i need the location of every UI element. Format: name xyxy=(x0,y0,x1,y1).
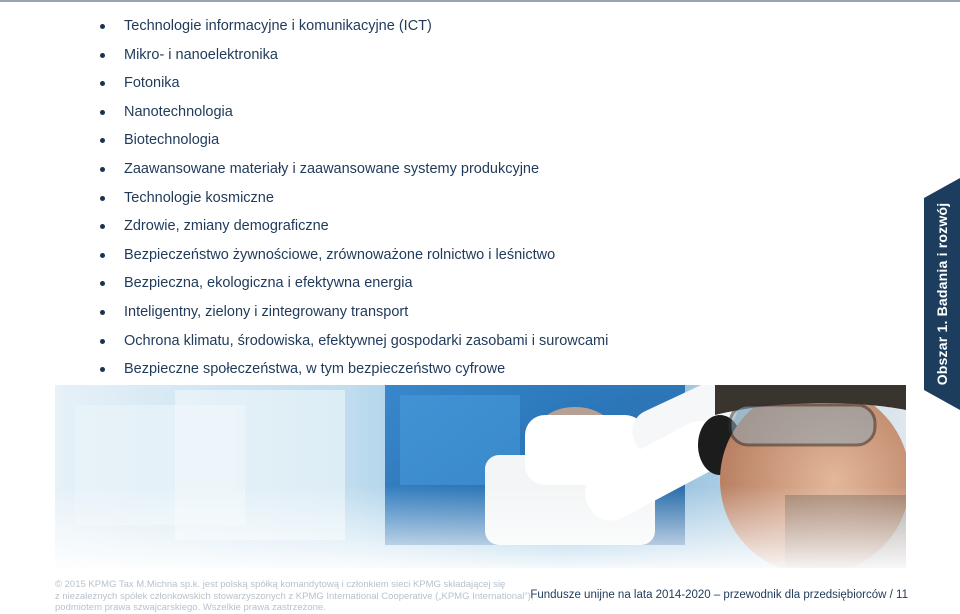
section-tab-label: Obszar 1. Badania i rozwój xyxy=(934,202,950,386)
page-separator: / xyxy=(889,589,893,601)
list-item-text: Inteligentny, zielony i zintegrowany transport xyxy=(124,303,409,320)
list-item-text: Bezpieczeństwo żywnościowe, zrównoważone rolnictwo i leśnictwo xyxy=(124,246,556,263)
list-item-text: Bezpieczna, ekologiczna i efektywna energia xyxy=(124,275,413,292)
list-item xyxy=(100,12,608,41)
bullet-icon xyxy=(100,24,105,29)
list-item xyxy=(100,269,608,298)
research-areas-list xyxy=(100,12,608,384)
list-item-text: Ochrona klimatu, środowiska, efektywnej gospodarki zasobami i surowcami xyxy=(124,332,609,349)
bullet-icon xyxy=(100,81,105,86)
list-item-text: Fotonika xyxy=(124,75,180,92)
bullet-icon xyxy=(100,253,105,258)
list-item-text: Bezpieczne społeczeństwa, w tym bezpieczeństwo cyfrowe xyxy=(124,361,506,378)
list-item xyxy=(100,212,608,241)
legal-notice xyxy=(55,579,555,614)
guide-title: Fundusze unijne na lata 2014-2020 – przewodnik dla przedsiębiorców xyxy=(530,589,887,601)
list-item-text: Technologie informacyjne i komunikacyjne (ICT) xyxy=(124,18,432,34)
bullet-icon xyxy=(100,367,105,372)
list-item xyxy=(100,126,608,155)
page-number: 11 xyxy=(896,589,908,601)
list-item-text: Zaawansowane materiały i zaawansowane systemy produkcyjne xyxy=(124,160,540,177)
list-item-text: Biotechnologia xyxy=(124,132,220,149)
section-tab xyxy=(924,178,960,410)
list-item xyxy=(100,298,608,327)
list-item-text: Zdrowie, zmiany demograficzne xyxy=(124,218,329,235)
page-footer xyxy=(530,589,908,601)
top-rule xyxy=(0,0,960,2)
bullet-icon xyxy=(100,110,105,115)
list-item-text: Mikro- i nanoelektronika xyxy=(124,46,278,63)
list-item xyxy=(100,241,608,270)
bullet-icon xyxy=(100,167,105,172)
list-item xyxy=(100,184,608,213)
list-item xyxy=(100,155,608,184)
bullet-icon xyxy=(100,339,105,344)
list-item xyxy=(100,98,608,127)
hero-photo xyxy=(55,385,906,568)
bullet-icon xyxy=(100,310,105,315)
list-item-text: Nanotechnologia xyxy=(124,103,233,120)
legal-notice-line: © 2015 KPMG Tax M.Michna sp.k. jest polską spółką komandytową i członkiem sieci KPMG składającej się xyxy=(55,579,506,590)
list-item-text: Technologie kosmiczne xyxy=(124,189,274,206)
legal-notice-line: z niezależnych spółek członkowskich stowarzyszonych z KPMG International Cooperative („KPMG International”), xyxy=(55,590,534,602)
bullet-icon xyxy=(100,224,105,229)
hero-image-microscope-scientist xyxy=(55,385,906,568)
bullet-icon xyxy=(100,281,105,286)
bullet-icon xyxy=(100,53,105,58)
bullet-icon xyxy=(100,138,105,143)
bullet-icon xyxy=(100,196,105,201)
list-item xyxy=(100,41,608,70)
legal-notice-line: podmiotem prawa szwajcarskiego. Wszelkie prawa zastrzeżone. xyxy=(55,602,326,613)
list-item xyxy=(100,327,608,356)
list-item xyxy=(100,355,608,384)
list-item xyxy=(100,69,608,98)
